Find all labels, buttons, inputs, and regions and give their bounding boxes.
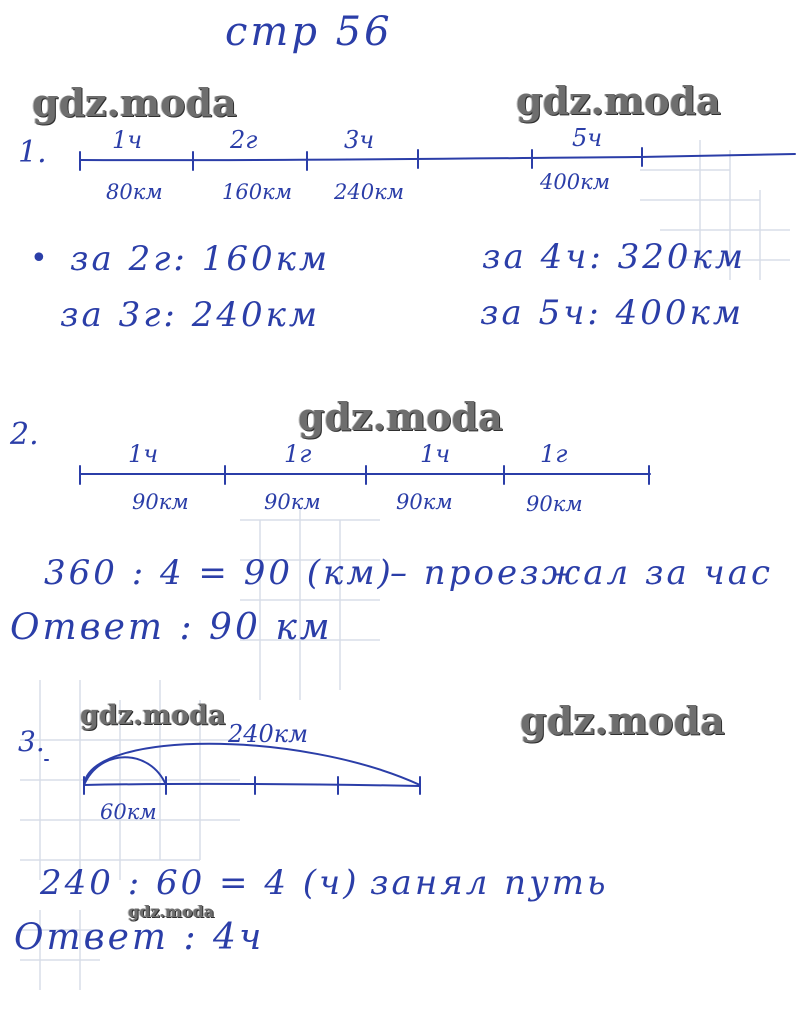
bullet: • — [30, 241, 51, 276]
task-3-note: занял путь — [370, 863, 609, 903]
distance-line: за 2г: 160км — [70, 239, 331, 279]
task-3-answer: Ответ : 4ч — [14, 917, 265, 958]
segment-label: 1ч — [112, 126, 143, 154]
task-2-equation: 360 : 4 = 90 (км) — [44, 553, 394, 593]
task-2-answer: Ответ : 90 км — [10, 607, 333, 648]
distance-label: 160км — [222, 180, 293, 204]
segment-label: 3ч — [344, 126, 375, 154]
distance-label: 90км — [526, 492, 583, 516]
distance-label: 400км — [540, 170, 611, 194]
distance-label: 90км — [132, 490, 189, 514]
segment-label: 1ч — [420, 440, 451, 468]
watermark: gdz.moda — [128, 902, 215, 921]
page-label: стр 56 — [225, 9, 393, 55]
distance-label: 90км — [396, 490, 453, 514]
watermark: gdz.moda — [80, 700, 226, 731]
distance-label: 80км — [106, 180, 163, 204]
distance-line: за 4ч: 320км — [482, 237, 747, 277]
watermark: gdz.moda — [298, 394, 503, 439]
task-2-number: 2. — [10, 417, 39, 452]
task-2-note: – проезжал за час — [390, 553, 774, 593]
part-distance-label: 60км — [100, 800, 157, 824]
segment-label: 1ч — [128, 440, 159, 468]
distance-line: за 5ч: 400км — [480, 293, 745, 333]
watermark: gdz.moda — [32, 80, 237, 125]
segment-label: 1г — [540, 440, 568, 468]
segment-label: 2г — [230, 126, 258, 154]
task-3-number: 3. — [18, 725, 45, 758]
total-distance-label: 240км — [228, 720, 309, 748]
task-3-equation: 240 : 60 = 4 (ч) — [40, 863, 360, 903]
distance-label: 90км — [264, 490, 321, 514]
watermark: gdz.moda — [516, 78, 721, 123]
watermark: gdz.moda — [520, 698, 725, 743]
distance-line: за 3г: 240км — [60, 295, 321, 335]
segment-label: 1г — [284, 440, 312, 468]
task-1-number: 1. — [18, 135, 47, 170]
distance-label: 240км — [334, 180, 405, 204]
segment-label: 5ч — [572, 124, 603, 152]
